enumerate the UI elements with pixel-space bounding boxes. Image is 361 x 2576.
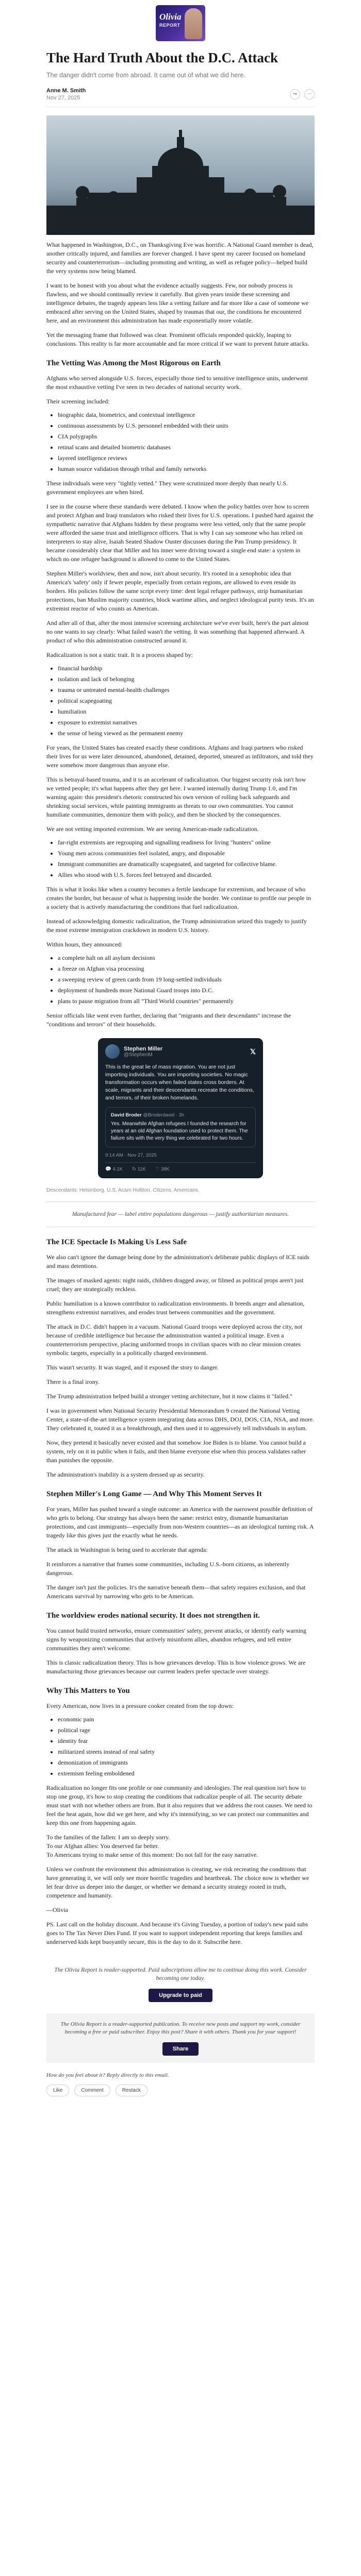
byline <box>46 87 315 101</box>
list-item: • economic pain <box>58 1715 315 1724</box>
list-item: • biographic data, biometrics, and contextual intelligence <box>58 411 315 419</box>
spectacle-paragraph-6: There is a final irony. <box>46 1378 100 1385</box>
reply-prompt: How do you feel about it? Reply directly to this email. <box>46 2072 169 2078</box>
spectacle-paragraph-3: Public humiliation is a known contributor to radicalization environments. It breeds anger and alienation, strengthens extremist narratives, and erodes trust between communities and the government. <box>46 1300 305 1316</box>
list-item: • continuous assessments by U.S. personnel embedded with their units <box>58 421 315 430</box>
spectacle-paragraph-10: The administration's inability is a system dressed up as security. <box>46 1471 205 1478</box>
miller-paragraph-1: For years, Miller has pushed toward a single outcome: an America with the narrowest possible definition of who gets to belong. Our strategy has always been the same: restrict entry, dismantle humanitarian protections, and cast immigrants—especially from non-Western countries—as an ideological turning risk. A tragedy like this gives just the exactly what he needs. <box>46 1505 314 1539</box>
tweet-author-name: Stephen Miller <box>124 1045 163 1052</box>
quoted-author: David Broder <box>111 1112 142 1118</box>
capitol-silhouette-image <box>46 115 315 235</box>
more-icon[interactable]: ⋯ <box>304 89 315 99</box>
spectacle-paragraph-5: This wasn't security. It was staged, and it exposed the story to danger. <box>46 1364 219 1371</box>
article-column <box>46 0 315 2096</box>
radicalization-paragraph: Radicalization is not a static trait. It is a process shaped by: <box>46 651 193 658</box>
worldview-paragraph-2: This is classic radicalization theory. This is how grievances develop. This is how violence grows. We are manufacturing those grievances because our current leaders prefer spectacle over strategy. <box>46 1659 306 1675</box>
matters-paragraph-1: Every American, now lives in a pressure cooker created from the top down: <box>46 1702 234 1709</box>
announcements-list <box>46 954 315 1006</box>
list-item: • financial hardship <box>58 664 315 673</box>
subscribe-box <box>46 1959 315 2002</box>
tweet-engagement <box>105 1162 256 1172</box>
comment-button[interactable]: Comment <box>74 2084 110 2096</box>
signoff: —Olivia <box>46 1906 68 1913</box>
share-button[interactable]: Share <box>162 2042 199 2056</box>
spectacle-paragraph-7: The Trump administration helped build a stronger vetting architecture, but it now claims it "failed." <box>46 1393 293 1400</box>
miller-paragraph-3: It reinforces a narrative that frames some communities, including U.S.-born citizens, as inherently dangerous. <box>46 1561 290 1577</box>
matters-paragraph-3: To the families of the fallen: I am so deeply sorry. To our Afghan allies: You deserved far better. To Americans trying to make sense of this moment: Do not fall for the easy narrative. <box>46 1834 258 1858</box>
like-count-value: 38K <box>160 1166 170 1172</box>
list-item: • CIA polygraphs <box>58 432 315 441</box>
list-item: • exposure to extremist narratives <box>58 718 315 727</box>
radicalization-list <box>46 664 315 738</box>
radicalization-paragraph-3: This is betrayal-based trauma, and it is an accelerant of radicalization. Our biggest security risk isn't how we vetted people; it's what happens after they get here. I warned internally during Trump 1.0, and I'm warning again: this president's rhetoric constructed his own version of rolling back safeguards and shrinking social services, while painting immigrants as threats to our own communities. You cannot humiliate communities, demonize them with policy, and then be shocked by the consequences. <box>46 776 306 818</box>
restack-button[interactable]: Restack <box>116 2084 147 2096</box>
radicalization-paragraph-7: Within hours, they announced: <box>46 941 123 948</box>
list-item: • isolation and lack of belonging <box>58 675 315 684</box>
repost-count-value: 11K <box>137 1166 146 1172</box>
tweet-text: This is the great lie of mass migration. You are not just importing individuals. You are importing societies. No magic transformation occurs when failed states cross borders. At scale, migrants and their descendants recreate the conditions, and terrors, of their broken homelands. <box>105 1064 254 1101</box>
vetting-paragraph-6: And after all of that, after the most intensive screening architecture we've ever built, here's the part almost no one wants to say clearly: What failed wasn't the vetting. It was something that happened afterward. A product of who this administration constructed around it. <box>46 619 309 644</box>
intro-paragraph-1: What happened in Washington, D.C., on Thanksgiving Eve was horrific. A National Guard member is dead, another critically injured, and families are forever changed. I have spent my career focused on homeland security and counterterrorism—including promoting and writing, as well as refugee policy—helped build the very systems now being blamed. <box>46 241 314 275</box>
list-item: • layered intelligence reviews <box>58 454 315 463</box>
list-item: • a sweeping review of green cards from 19 long-settled individuals <box>58 975 315 984</box>
article-subtitle: The danger didn't come from abroad. It came out of what we did here. <box>46 72 245 79</box>
spectacle-paragraph-1: We also can't ignore the damage being done by the administration's deliberate public displays of ICE raids and mass detentions. <box>46 1253 309 1269</box>
list-item: • humiliation <box>58 707 315 716</box>
vetting-paragraph-1: Afghans who served alongside U.S. forces, especially those tied to sensitive intelligence units, underwent the most exhaustive vetting I've seen in two decades of national security work. <box>46 375 308 391</box>
spectacle-paragraph-9: Now, they pretend it basically never existed and that somehow Joe Biden is to blame. You cannot build a system, rely on it in public when it fails, and then blame everyone else when this process validates rather than punishes the opposite. <box>46 1439 306 1464</box>
list-item: • identity fear <box>58 1737 315 1745</box>
intro-paragraph-3: Yet the messaging frame that followed was clear. Prominent officials responded quickly, leaping to conclusions. This reality is far more accountable and far more critical if we want to prevent future attacks. <box>46 331 309 347</box>
x-logo-icon: 𝕏 <box>250 1047 256 1056</box>
vetting-paragraph-2: Their screening included: <box>46 398 110 405</box>
quoted-tweet-header <box>111 1112 250 1118</box>
reply-count[interactable]: 💬 4.1K <box>105 1166 123 1172</box>
article-title: The Hard Truth About the D.C. Attack <box>46 50 278 65</box>
spectacle-paragraph-2: The images of masked agents: night raids, children dragged away, or filmed as political props aren't just cruel; they are strategically reckless. <box>46 1277 304 1293</box>
list-item: • plans to pause migration from all "Third World countries" permanently <box>58 997 315 1006</box>
quoted-tweet[interactable] <box>105 1107 256 1147</box>
vetting-paragraph-3: These individuals were very "tightly vetted." They were scrutinized more deeply than nearly U.S. government employees are when hired. <box>46 480 288 496</box>
article-body <box>46 241 315 1946</box>
vetting-paragraph-5: Stephen Miller's worldview, then and now, isn't about security. It's rooted in a xenophobic idea that America's 'safety' only if fewer people, especially from certain regions, are allowed to even reside its borders. His policies follow the same script every time: dent legal refugee pathways, strip humanitarian protections, ban Muslim majority countries, block wartime allies, and neglect ideological purity tests. It's an extremist reactor of who counts as American. <box>46 570 314 612</box>
hero-image <box>46 115 315 235</box>
section-separator <box>46 1201 315 1202</box>
pull-note: Manufactured fear — label entire populations dangerous — justify authoritarian measures. <box>72 1211 289 1217</box>
quoted-tweet-text: Yes. Meanwhile Afghan refugees I founded the research for years at an old Afghan foundation used to protect them. The failure sits with the very thing we celebrated for two hours. <box>111 1121 248 1141</box>
post-date: Nov 27, 2025 <box>46 95 80 101</box>
tweet-timestamp: 9:14 AM · Nov 27, 2025 <box>105 1153 157 1158</box>
tweet-author-handle: @StephenM <box>124 1052 153 1058</box>
heading-ice-spectacle: The ICE Spectacle Is Making Us Less Safe <box>46 1238 187 1246</box>
spectacle-paragraph-4: The attack in D.C. didn't happen in a vacuum. National Guard troops were deployed across the city, not because of credible intelligence but because the administration wanted a political image. Even a counterterrorism perspective, placing uniformed troops in civilian spaces with no clear mission creates symbolic targets, especially in a politically charged environment. <box>46 1323 303 1357</box>
radicalization-paragraph-4: We are not vetting imported extremism. We are seeing American-made radicalization. <box>46 825 259 833</box>
list-item: • political scapegoating <box>58 697 315 705</box>
logo-sub: REPORT <box>159 23 180 28</box>
list-item: • Immigrant communities are dramatically scapegoated, and targeted for collective blame. <box>58 860 315 869</box>
footer-text: The Olivia Report is a reader-supported publication. To receive new posts and support my work, consider becoming a free or paid subscriber. Enjoy this post? Share it with others. Thank you for your support! <box>60 2021 301 2035</box>
heading-why-matters: Why This Matters to You <box>46 1687 130 1695</box>
list-item: • a freeze on Afghan visa processing <box>58 964 315 973</box>
radicalization-paragraph-2: For years, the United States has created exactly these conditions. Afghans and Iraqi partners who risked their lives for us were later denounced, abandoned, detained, deported, smeared as infiltrators, and told they were somehow more dangerous than anyone else. <box>46 744 314 769</box>
logo-title: Olivia <box>159 12 182 22</box>
share-icon[interactable]: ↪ <box>290 89 300 99</box>
subscribe-text: The Olivia Report is reader-supported. Paid subscriptions allow me to continue doing this work. Consider becoming one today. <box>54 1967 307 1981</box>
post-actions <box>290 89 315 99</box>
tweet-header <box>105 1044 256 1059</box>
tweet-author <box>124 1046 162 1058</box>
matters-paragraph-2: Radicalization no longer fits one profile or one community and ideologies. The real question isn't how to stop one group, it's how to stop creating the conditions that radicalize people of all. The security debate must start with not whether others are from. But it also requires that we address the root causes. We need to feel the heat again, how did we get here, and why it's intensifying, so we can protect our communities and keep this one from happening again. <box>46 1784 313 1826</box>
reply-count-value: 4.1K <box>112 1166 123 1172</box>
radicalization-paragraph-6: Instead of acknowledging domestic radicalization, the Trump administration seized this tragedy to justify the most extreme immigration crackdown in modern U.S. history. <box>46 918 307 934</box>
list-item: • political rage <box>58 1726 315 1735</box>
intro-paragraph-2: I want to be honest with you about what the evidence actually suggests. Few, nor nobody process is flawless, and we should continually review it carefully. But given years inside these screening and intelligence debates, the tragedy appears less like a vetting failure and far more like a case of someone we embraced after serving on the United States, shaped by traumas that our, the conditions he encountered here, and an environment this administration has made exponentially more volatile. <box>46 282 309 324</box>
like-count[interactable]: ♡ 38K <box>155 1166 170 1172</box>
publication-logo[interactable] <box>156 5 205 41</box>
masthead <box>46 0 315 46</box>
like-button[interactable]: Like <box>46 2084 69 2096</box>
list-item: • far-right extremists are regrouping and signalling readiness for living "hunters" online <box>58 838 315 847</box>
heading-miller: Stephen Miller's Long Game — And Why This Moment Serves It <box>46 1490 262 1498</box>
logo-portrait <box>185 8 202 39</box>
quoted-handle: @Broderdavid · 3h <box>143 1112 185 1118</box>
matters-paragraph-4: Unless we confront the environment this administration is creating, we risk recreating the conditions that have generating it, we will only see more horrific tragedies and heartbreak. The choice now is whether we let fear drive us deeper into the danger, or whether we demand a security strategy rooted in truth, competence and humanity. <box>46 1866 309 1899</box>
repost-count[interactable]: ↻ 11K <box>132 1166 146 1172</box>
list-item: • trauma or untreated mental-health challenges <box>58 686 315 694</box>
avatar <box>105 1044 120 1059</box>
author-name[interactable]: Anne M. Smith <box>46 88 86 94</box>
list-item: • extremism feeling emboldened <box>58 1769 315 1778</box>
radicalization-paragraph-5: This is what it looks like when a country becomes a fertile landscape for extremism, and because of who creates the border, but because of what is happening inside the border. We continue to profile our people in a society that is actively manufacturing the conditions that fuel radicalization. <box>46 886 311 910</box>
heading-vetting: The Vetting Was Among the Most Rigorous on Earth <box>46 359 221 367</box>
radicalization-paragraph-8: Senior officials like went even further, declaring that "migrants and their descendants" increase the "conditions and terrors" of their households. <box>46 1012 291 1028</box>
list-item: • human source validation through tribal and family networks <box>58 465 315 473</box>
tweet-caption: Descendants: Helsinborg, U.S. Acam Holliton, Citizens, Americans. <box>46 1188 200 1193</box>
worldview-paragraph-1: You cannot build trusted networks, ensure communities' safety, prevent attacks, or identify early warning signs by weaponizing communities that actively misinform allies, abandon refugees, and tell entire communities they aren't welcome. <box>46 1627 307 1652</box>
postscript: PS. Last call on the holiday discount. And because it's Giving Tuesday, a portion of today's new paid subs goes to The Tax Never Dies Fund. If you want to support independent reporting that keeps families and underserved kids kept buoyantly secure, this is the day to do it. Subscribe here. <box>46 1921 308 1945</box>
vetting-list <box>46 411 315 473</box>
list-item: • militarized streets instead of real safety <box>58 1748 315 1756</box>
conditions-list <box>46 838 315 879</box>
list-item: • demonization of immigrants <box>58 1758 315 1767</box>
heading-worldview: The worldview erodes national security. It does not strengthen it. <box>46 1612 260 1620</box>
embedded-tweet[interactable] <box>98 1038 263 1178</box>
list-item: • a complete halt on all asylum decisions <box>58 954 315 962</box>
byline-info <box>46 87 86 101</box>
pressures-list <box>46 1715 315 1778</box>
list-item: • retinal scans and detailed biometric databases <box>58 443 315 452</box>
vetting-paragraph-4: I see in the course where these standards were debated. I know when the policy battles over how to screen and protect Afghan and Iraqi translators who risked their lives for U.S. operations. I pushed hard against the sympathetic narrative that Afghans hidden by these programs were less vetted, only that the same people were afforded the same trust and intelligence officers. That is why I can say someone who has relied on interpreters to stay alive, Isaiah Seated Shadow Ouster discusses during the Pan Trump presidency. It became considerably clear that Miller and his inner were driving toward a single end state: a system in which no one refugee background is allowed to come to the United States. <box>46 503 314 563</box>
list-item: • the sense of being viewed as the permanent enemy <box>58 729 315 738</box>
footer-box <box>46 2013 315 2063</box>
list-item: • Young men across communities feel isolated, angry, and disposable <box>58 849 315 858</box>
spectacle-paragraph-8: I was in government when National Security Presidential Memorandum 9 created the National Vetting Center, a state-of-the-art intelligence system integrating data across DHS, DOJ, DOS, CIA, NSA, and more. They celebrated it, touted it as a breakthrough, and then used it to aggressively tell individuals in asylum. <box>46 1407 315 1432</box>
engagement-buttons <box>46 2084 315 2096</box>
upgrade-button[interactable]: Upgrade to paid <box>149 1989 212 2002</box>
list-item: • deployment of hundreds more National Guard troops into D.C. <box>58 986 315 995</box>
miller-paragraph-2: The attack in Washington is being used to accelerate that agenda: <box>46 1546 208 1553</box>
list-item: • Allies who stood with U.S. forces feel betrayed and discarded. <box>58 871 315 879</box>
miller-paragraph-4: The danger isn't just the policies. It's the narrative beneath them—that safety requires exclusion, and that Americans survival by narrowing who gets to be American. <box>46 1584 306 1600</box>
